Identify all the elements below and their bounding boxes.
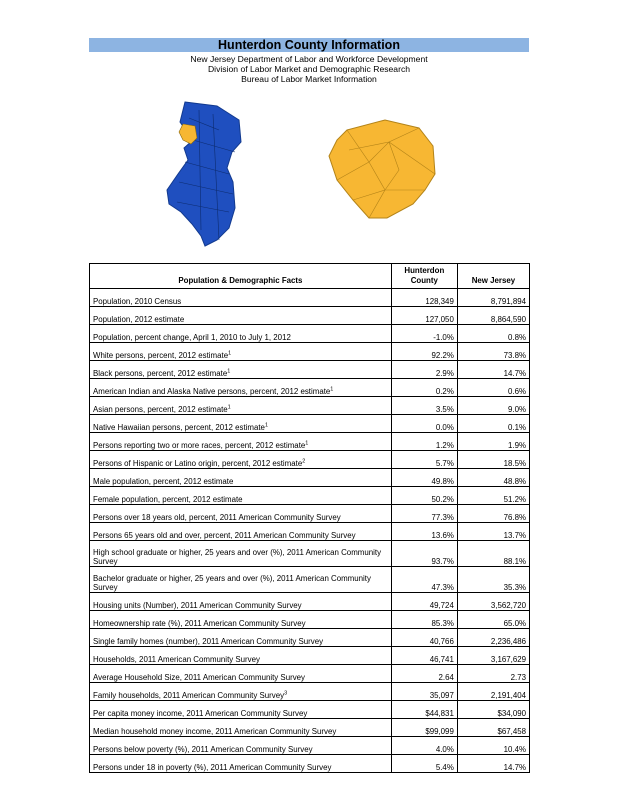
new-jersey-value: 14.7% (457, 361, 529, 379)
new-jersey-value: 76.8% (457, 505, 529, 523)
row-label-text: Median household money income, 2011 American Community Survey (93, 727, 337, 736)
row-label-text: Population, 2012 estimate (93, 315, 185, 324)
row-label-text: Persons under 18 in poverty (%), 2011 American Community Survey (93, 763, 332, 772)
table-row (90, 343, 530, 361)
new-jersey-value: 51.2% (457, 487, 529, 505)
row-label (90, 451, 392, 469)
row-label (90, 307, 392, 325)
row-label (90, 611, 392, 629)
county-value: 47.3% (391, 567, 457, 593)
county-value: 49,724 (391, 593, 457, 611)
table-row (90, 567, 530, 593)
new-jersey-value: 2.73 (457, 665, 529, 683)
row-label (90, 701, 392, 719)
row-label-text: Persons 65 years old and over, percent, 2011 American Community Survey (93, 531, 356, 540)
row-label (90, 541, 392, 567)
table-row (90, 289, 530, 307)
row-label (90, 629, 392, 647)
new-jersey-state-map (167, 102, 241, 246)
maps-area (89, 90, 529, 250)
county-value: 2.9% (391, 361, 457, 379)
row-label (90, 567, 392, 593)
new-jersey-value: 35.3% (457, 567, 529, 593)
county-value: 128,349 (391, 289, 457, 307)
new-jersey-value: 2,191,404 (457, 683, 529, 701)
row-label-text: Single family homes (number), 2011 American Community Survey (93, 637, 324, 646)
county-value: -1.0% (391, 325, 457, 343)
hunterdon-county-map (329, 120, 435, 218)
new-jersey-value: 9.0% (457, 397, 529, 415)
subtitle-bureau: Bureau of Labor Market Information (241, 74, 377, 84)
row-label (90, 433, 392, 451)
row-label (90, 397, 392, 415)
county-value: 93.7% (391, 541, 457, 567)
row-label (90, 755, 392, 773)
table-row (90, 541, 530, 567)
row-label (90, 343, 392, 361)
table-row (90, 523, 530, 541)
county-value: 4.0% (391, 737, 457, 755)
subtitle-department: New Jersey Department of Labor and Workforce Development (190, 54, 428, 64)
row-label (90, 593, 392, 611)
county-value: 85.3% (391, 611, 457, 629)
column-header-facts: Population & Demographic Facts (90, 264, 392, 289)
table-row (90, 593, 530, 611)
table-row (90, 665, 530, 683)
new-jersey-value: 1.9% (457, 433, 529, 451)
table-row (90, 361, 530, 379)
column-header-county: Hunterdon County (391, 264, 457, 289)
table-row (90, 397, 530, 415)
new-jersey-value: 10.4% (457, 737, 529, 755)
row-label-text: White persons, percent, 2012 estimate (93, 351, 229, 360)
subtitle-division: Division of Labor Market and Demographic Research (207, 64, 411, 74)
new-jersey-value: 8,791,894 (457, 289, 529, 307)
county-value: $99,099 (391, 719, 457, 737)
table-row (90, 719, 530, 737)
row-label-text: Population, 2010 Census (93, 297, 182, 306)
county-value: 46,741 (391, 647, 457, 665)
row-label (90, 737, 392, 755)
row-label (90, 469, 392, 487)
footnote-marker: 1 (228, 350, 232, 357)
footnote-marker: 1 (264, 422, 268, 429)
table-row (90, 505, 530, 523)
new-jersey-value: 0.6% (457, 379, 529, 397)
table-row (90, 379, 530, 397)
footnote-marker: 3 (284, 690, 288, 697)
county-value: 0.2% (391, 379, 457, 397)
row-label (90, 523, 392, 541)
new-jersey-value: 13.7% (457, 523, 529, 541)
page-title: Hunterdon County Information (89, 38, 529, 52)
new-jersey-value: $67,458 (457, 719, 529, 737)
row-label-text: Households, 2011 American Community Survey (93, 655, 260, 664)
new-jersey-value: $34,090 (457, 701, 529, 719)
county-value: 50.2% (391, 487, 457, 505)
new-jersey-value: 3,562,720 (457, 593, 529, 611)
table-row (90, 415, 530, 433)
row-label (90, 487, 392, 505)
row-label-text: Housing units (Number), 2011 American Community Survey (93, 601, 302, 610)
footnote-marker: 1 (227, 368, 231, 375)
row-label (90, 415, 392, 433)
footnote-marker: 1 (305, 440, 309, 447)
row-label-text: Persons below poverty (%), 2011 American Community Survey (93, 745, 313, 754)
county-value: 92.2% (391, 343, 457, 361)
row-label-text: Native Hawaiian persons, percent, 2012 estimate (93, 423, 265, 432)
row-label-text: Persons over 18 years old, percent, 2011 American Community Survey (93, 513, 341, 522)
column-header-state: New Jersey (457, 264, 529, 289)
row-label-text: High school graduate or higher, 25 years and over (%), 2011 American Community Survey (93, 548, 382, 566)
table-row (90, 755, 530, 773)
table-row (90, 737, 530, 755)
new-jersey-value: 48.8% (457, 469, 529, 487)
county-value: 5.7% (391, 451, 457, 469)
table-row (90, 611, 530, 629)
table-row (90, 629, 530, 647)
county-value: $44,831 (391, 701, 457, 719)
row-label-text: Persons reporting two or more races, percent, 2012 estimate (93, 441, 306, 450)
hunterdon-county-highlight (179, 124, 197, 144)
row-label (90, 379, 392, 397)
county-value: 5.4% (391, 755, 457, 773)
footnote-marker: 1 (227, 404, 231, 411)
county-value: 13.6% (391, 523, 457, 541)
footnote-marker: 1 (330, 386, 334, 393)
new-jersey-value: 88.1% (457, 541, 529, 567)
table-row (90, 325, 530, 343)
row-label-text: Asian persons, percent, 2012 estimate (93, 405, 228, 414)
new-jersey-value: 0.1% (457, 415, 529, 433)
row-label-text: Female population, percent, 2012 estimate (93, 495, 243, 504)
row-label (90, 665, 392, 683)
table-row (90, 701, 530, 719)
county-value: 127,050 (391, 307, 457, 325)
row-label (90, 683, 392, 701)
row-label-text: Bachelor graduate or higher, 25 years and over (%), 2011 American Community Survey (93, 574, 371, 592)
row-label (90, 505, 392, 523)
row-label-text: Black persons, percent, 2012 estimate (93, 369, 228, 378)
row-label-text: Male population, percent, 2012 estimate (93, 477, 234, 486)
county-value: 0.0% (391, 415, 457, 433)
new-jersey-value: 14.7% (457, 755, 529, 773)
demographic-facts-table (89, 263, 530, 773)
new-jersey-value: 0.8% (457, 325, 529, 343)
new-jersey-value: 8,864,590 (457, 307, 529, 325)
county-value: 3.5% (391, 397, 457, 415)
new-jersey-value: 3,167,629 (457, 647, 529, 665)
row-label-text: Per capita money income, 2011 American Community Survey (93, 709, 308, 718)
table-row (90, 307, 530, 325)
new-jersey-value: 2,236,486 (457, 629, 529, 647)
row-label-text: Homeownership rate (%), 2011 American Community Survey (93, 619, 306, 628)
row-label-text: American Indian and Alaska Native persons, percent, 2012 estimate (93, 387, 331, 396)
table-row (90, 683, 530, 701)
row-label (90, 325, 392, 343)
row-label-text: Persons of Hispanic or Latino origin, percent, 2012 estimate (93, 459, 303, 468)
county-value: 35,097 (391, 683, 457, 701)
new-jersey-value: 73.8% (457, 343, 529, 361)
row-label-text: Family households, 2011 American Community Survey (93, 691, 285, 700)
row-label (90, 361, 392, 379)
row-label (90, 647, 392, 665)
table-row (90, 433, 530, 451)
county-value: 1.2% (391, 433, 457, 451)
county-value: 40,766 (391, 629, 457, 647)
row-label (90, 719, 392, 737)
row-label (90, 289, 392, 307)
new-jersey-value: 65.0% (457, 611, 529, 629)
row-label-text: Average Household Size, 2011 American Community Survey (93, 673, 305, 682)
new-jersey-value: 18.5% (457, 451, 529, 469)
county-value: 49.8% (391, 469, 457, 487)
row-label-text: Population, percent change, April 1, 2010 to July 1, 2012 (93, 333, 291, 342)
table-row (90, 451, 530, 469)
county-value: 2.64 (391, 665, 457, 683)
footnote-marker: 2 (302, 458, 306, 465)
table-row (90, 487, 530, 505)
table-row (90, 647, 530, 665)
county-value: 77.3% (391, 505, 457, 523)
table-row (90, 469, 530, 487)
